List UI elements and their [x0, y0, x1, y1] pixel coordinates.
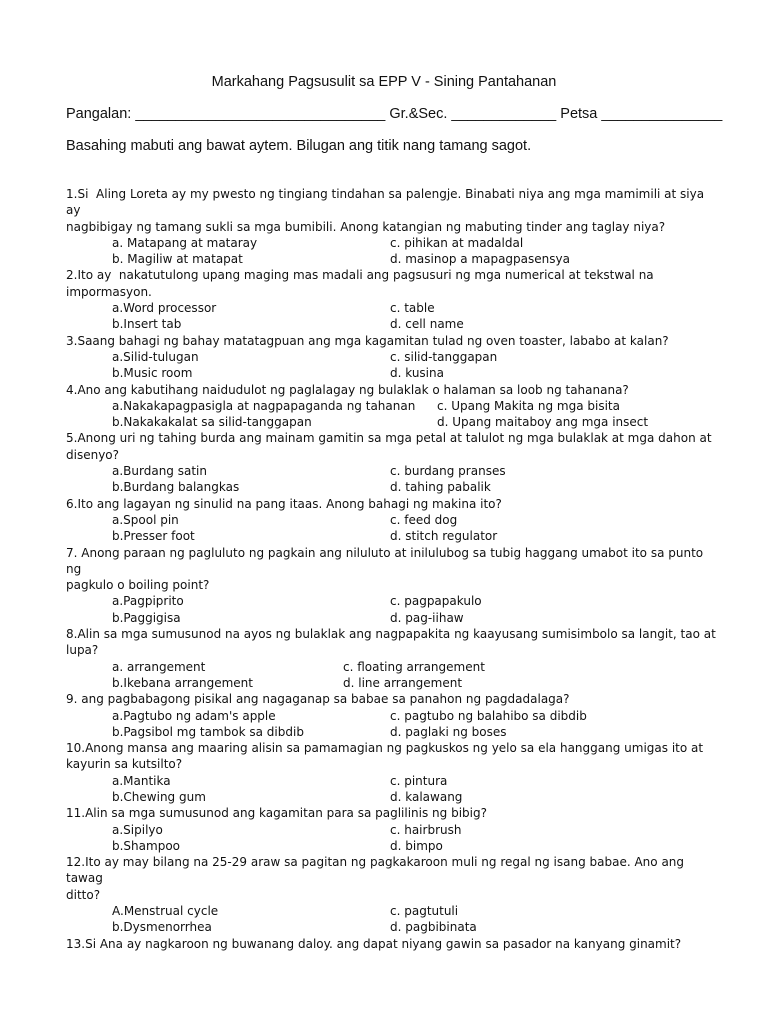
answer-choice[interactable]: b. Magiliw at matapat: [112, 252, 243, 267]
question-item: [66, 740, 716, 805]
answer-choice[interactable]: d. line arrangement: [343, 675, 463, 690]
question-text: disenyo?: [66, 447, 120, 462]
answer-choice[interactable]: d. pag-iihaw: [390, 610, 464, 625]
answer-choice[interactable]: c. Upang Makita ng mga bisita: [437, 398, 620, 413]
choice-row: [66, 789, 716, 805]
choice-row: [66, 398, 716, 414]
student-info-line: Pangalan: _______________________________ Gr.&Sec. _____________ Petsa _______________: [66, 106, 723, 122]
question-text: 5.Anong uri ng tahing burda ang mainam gamitin sa mga petal at talulot ng mga bulaklak at mga dahon at: [66, 431, 712, 446]
question-text: 11.Alin sa mga sumusunod ang kagamitan para sa paglilinis ng bibig?: [66, 806, 487, 821]
choice-row: [66, 251, 716, 267]
choice-row: [66, 610, 716, 626]
answer-choice[interactable]: d. paglaki ng boses: [390, 724, 507, 739]
question-item: [66, 496, 716, 545]
answer-choice[interactable]: b.Burdang balangkas: [112, 480, 240, 495]
answer-choice[interactable]: c. hairbrush: [390, 822, 462, 837]
question-list: [66, 186, 716, 952]
choice-row: [66, 838, 716, 854]
question-item: [66, 545, 716, 626]
answer-choice[interactable]: c. pagtutuli: [390, 904, 459, 919]
instructions: Basahing mabuti ang bawat aytem. Bilugan ang titik nang tamang sagot.: [66, 138, 532, 154]
question-text: 9. ang pagbabagong pisikal ang nagaganap sa babae sa panahon ng pagdadalaga?: [66, 692, 570, 707]
question-item: [66, 430, 716, 495]
question-item: [66, 936, 716, 952]
choice-row: [66, 300, 716, 316]
question-text: 10.Anong mansa ang maaring alisin sa pamamagian ng pagkuskos ng yelo sa ela hanggang umigas ito at: [66, 741, 704, 756]
answer-choice[interactable]: a.Silid-tulugan: [112, 349, 199, 364]
question-text: 3.Saang bahagi ng bahay matatagpuan ang mga kagamitan tulad ng oven toaster, lababo at kalan?: [66, 333, 669, 348]
choice-row: [66, 708, 716, 724]
choice-row: [66, 316, 716, 332]
answer-choice[interactable]: a.Word processor: [112, 301, 217, 316]
question-text: 4.Ano ang kabutihang naidudulot ng paglalagay ng bulaklak o halaman sa loob ng tahanana?: [66, 382, 629, 397]
answer-choice[interactable]: A.Menstrual cycle: [112, 904, 219, 919]
question-text: lupa?: [66, 643, 99, 658]
choice-row: [66, 479, 716, 495]
answer-choice[interactable]: c. silid-tanggapan: [390, 349, 498, 364]
document-title: Markahang Pagsusulit sa EPP V - Sining Pantahanan: [211, 74, 557, 90]
question-text: impormasyon.: [66, 284, 152, 299]
answer-choice[interactable]: b.Nakakakalat sa silid-tanggapan: [112, 415, 312, 430]
answer-choice[interactable]: a.Pagpiprito: [112, 594, 184, 609]
answer-choice[interactable]: a.Sipilyo: [112, 822, 163, 837]
choice-row: [66, 528, 716, 544]
question-text: 12.Ito ay may bilang na 25-29 araw sa pagitan ng pagkakaroon muli ng regal ng isang babae. Ano ang tawag: [66, 855, 688, 886]
answer-choice[interactable]: c. pihikan at madaldal: [390, 235, 524, 250]
answer-choice[interactable]: c. floating arrangement: [343, 659, 485, 674]
question-text: 7. Anong paraan ng pagluluto ng pagkain ang niluluto at inilulubog sa tubig haggang umabot ito sa punto ng: [66, 545, 707, 576]
choice-row: [66, 349, 716, 365]
choice-row: [66, 414, 716, 430]
answer-choice[interactable]: a.Burdang satin: [112, 464, 207, 479]
choice-row: [66, 659, 716, 675]
answer-choice[interactable]: c. table: [390, 301, 435, 316]
question-item: [66, 267, 716, 332]
answer-choice[interactable]: a. arrangement: [112, 659, 206, 674]
answer-choice[interactable]: d. Upang maitaboy ang mga insect: [437, 415, 649, 430]
question-item: [66, 854, 716, 935]
question-text: 1.Si Aling Loreta ay my pwesto ng tingiang tindahan sa palengje. Binabati niya ang mga mamimili at siya ay: [66, 187, 708, 218]
answer-choice[interactable]: a.Pagtubo ng adam's apple: [112, 708, 276, 723]
answer-choice[interactable]: d. bimpo: [390, 838, 443, 853]
answer-choice[interactable]: a.Mantika: [112, 773, 171, 788]
question-text: pagkulo o boiling point?: [66, 578, 210, 593]
answer-choice[interactable]: b.Paggigisa: [112, 610, 181, 625]
answer-choice[interactable]: d. kusina: [390, 366, 444, 381]
answer-choice[interactable]: d. pagbibinata: [390, 920, 477, 935]
choice-row: [66, 365, 716, 381]
answer-choice[interactable]: b.Music room: [112, 366, 193, 381]
question-item: [66, 805, 716, 854]
answer-choice[interactable]: b.Pagsibol mg tambok sa dibdib: [112, 724, 304, 739]
answer-choice[interactable]: d. masinop a mapagpasensya: [390, 252, 570, 267]
question-item: [66, 186, 716, 267]
choice-row: [66, 512, 716, 528]
answer-choice[interactable]: a. Matapang at mataray: [112, 235, 258, 250]
question-item: [66, 333, 716, 382]
answer-choice[interactable]: c. pagpapakulo: [390, 594, 482, 609]
choice-row: [66, 593, 716, 609]
choice-row: [66, 675, 716, 691]
question-text: kayurin sa kutsilto?: [66, 757, 183, 772]
answer-choice[interactable]: d. cell name: [390, 317, 464, 332]
answer-choice[interactable]: a.Nakakapagpasigla at nagpapaganda ng tahanan: [112, 398, 416, 413]
choice-row: [66, 463, 716, 479]
answer-choice[interactable]: c. feed dog: [390, 512, 458, 527]
question-text: 2.Ito ay nakatutulong upang maging mas madali ang pagsusuri ng mga numerical at tekstwal na: [66, 268, 654, 283]
question-item: [66, 626, 716, 691]
answer-choice[interactable]: d. stitch regulator: [390, 529, 498, 544]
question-text: nagbibigay ng tamang sukli sa mga bumibili. Anong katangian ng mabuting tinder ang taglay niya?: [66, 219, 666, 234]
choice-row: [66, 919, 716, 935]
answer-choice[interactable]: b.Shampoo: [112, 838, 180, 853]
answer-choice[interactable]: c. burdang pranses: [390, 464, 506, 479]
choice-row: [66, 724, 716, 740]
question-item: [66, 691, 716, 740]
answer-choice[interactable]: a.Spool pin: [112, 512, 179, 527]
question-text: 8.Alin sa mga sumusunod na ayos ng bulaklak ang nagpapakita ng kaayusang sumisimbolo sa langit, tao at: [66, 627, 716, 642]
answer-choice[interactable]: b.Ikebana arrangement: [112, 675, 253, 690]
answer-choice[interactable]: b.Insert tab: [112, 317, 182, 332]
choice-row: [66, 235, 716, 251]
choice-row: [66, 903, 716, 919]
question-text: ditto?: [66, 887, 101, 902]
question-item: [66, 382, 716, 431]
answer-choice[interactable]: d. kalawang: [390, 789, 463, 804]
choice-row: [66, 822, 716, 838]
question-text: 6.Ito ang lagayan ng sinulid na pang itaas. Anong bahagi ng makina ito?: [66, 496, 502, 511]
answer-choice[interactable]: b.Dysmenorrhea: [112, 920, 212, 935]
answer-choice[interactable]: d. tahing pabalik: [390, 480, 491, 495]
question-text: 13.Si Ana ay nagkaroon ng buwanang daloy. ang dapat niyang gawin sa pasador na kanyang ginamit?: [66, 936, 682, 951]
answer-choice[interactable]: b.Chewing gum: [112, 789, 206, 804]
answer-choice[interactable]: c. pintura: [390, 773, 448, 788]
answer-choice[interactable]: b.Presser foot: [112, 529, 195, 544]
choice-row: [66, 773, 716, 789]
answer-choice[interactable]: c. pagtubo ng balahibo sa dibdib: [390, 708, 587, 723]
